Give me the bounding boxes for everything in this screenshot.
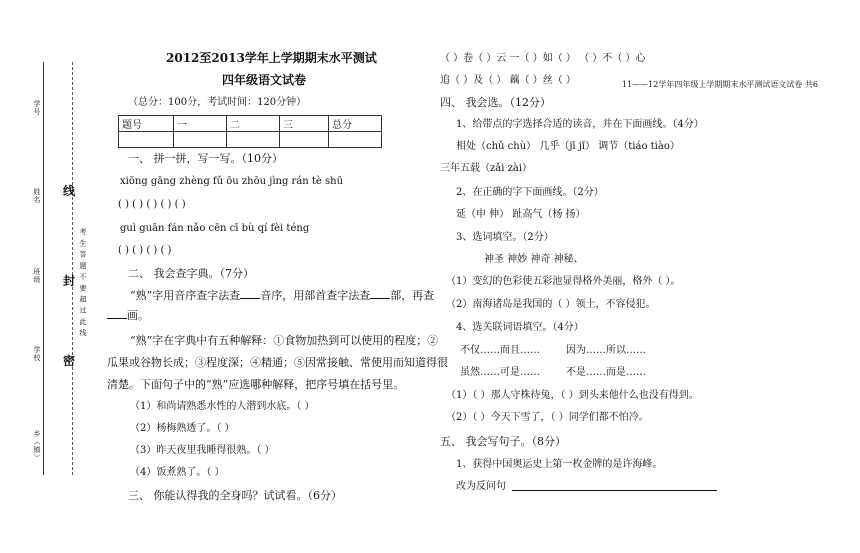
section2-item-2: （2）杨梅熟透了。（ ） <box>130 423 235 434</box>
blank-line[interactable] <box>370 298 390 299</box>
section4-q3-b: （2）南海诸岛是我国的（ ）领土，不容侵犯。 <box>446 299 656 310</box>
section1-row1-blanks[interactable]: ( ) ( ) ( ) ( ) ( ) <box>118 199 186 210</box>
section4-q1-options: 相处（chǔ chù） 几乎（jī jǐ） 调节（tiáo tiào） <box>456 141 680 152</box>
answer-line[interactable] <box>512 490 717 491</box>
section4-q2-options: 延（申 伸） 趾高气（杨 扬） <box>456 209 586 220</box>
section5-q1-task: 改为反问句 <box>456 481 506 492</box>
score-cell-header: 题号 <box>119 116 174 132</box>
section4-q4-word-3: 虽然……可是…… <box>460 367 540 378</box>
score-cell-3: 三 <box>280 116 329 132</box>
binding-dashed-line <box>72 62 73 475</box>
binding-xian-char: 线 <box>63 184 76 198</box>
section4-q4-word-1: 不仅……而且…… <box>460 345 540 356</box>
score-row2-cell[interactable] <box>280 132 329 148</box>
right-footer: 11——12学年四年级上学期期末水平测试语文试卷 共6 <box>622 80 818 89</box>
right-line1: （ ）卷（ ）云 一（ ）如（ ） （ ）不（ ）心 <box>440 53 646 64</box>
score-cell-total: 总分 <box>329 116 382 132</box>
section5-q1: 1、获得中国奥运史上第一枚金牌的是许海峰。 <box>456 459 663 470</box>
section2-p2-line3: 清楚。下面句子中的“熟”应选哪种解释，把序号填在括号里。 <box>107 378 405 391</box>
section2-item-1: （1）和尚请熟悉水性的人潜到水底。（ ） <box>130 401 315 412</box>
section1-row2-blanks[interactable]: ( ) ( ) ( ) ( ) <box>118 245 172 256</box>
binding-school-label: 学校 <box>33 346 41 362</box>
section2-item-4: （4）饭煮熟了。（ ） <box>130 467 225 478</box>
section4-q1-extra: 三年五载（zǎi zài） <box>440 163 533 174</box>
section1-row1-pinyin: xiōng gāng zhèng fǔ ōu zhōu jìng rán tè shū <box>120 176 344 187</box>
section4-q4-word-4: 不是……而是…… <box>566 367 646 378</box>
score-cell-2: 二 <box>227 116 280 132</box>
section2-p2-line1: “熟”字在字典中有五种解释：①食物加热到可以使用的程度；② <box>130 334 439 347</box>
section4-q1: 1、给带点的字选择合适的读音，并在下面画线。（4分） <box>456 119 704 130</box>
blank-line[interactable] <box>107 318 127 319</box>
exam-title: 2012至2013学年上学期期末水平测试 <box>166 51 377 65</box>
section2-p1-b: 音序，用部首查字法查 <box>260 289 371 302</box>
section2-p1 <box>130 289 434 302</box>
section4-q4-a: （1）（ ）那人守株待兔，（ ）到头来他什么也没有得到。 <box>446 390 699 401</box>
binding-solid-line <box>43 62 44 475</box>
section4-q3-a: （1）变幻的色彩使五彩池显得格外美丽，格外（ ）。 <box>446 276 681 287</box>
section1-row2-pinyin: guì guān fán nǎo cēn cī bù qí fèi téng <box>120 223 310 234</box>
exam-subtitle: 四年级语文试卷 <box>222 73 307 87</box>
section2-p2-line2: 瓜果或谷物长成；③程度深；④精通；⑤因常接触、常使用而知道得很 <box>107 356 448 369</box>
section4-q3-words: 神圣 神妙 神奇 神秘、 <box>484 254 584 265</box>
section4-q4: 4、选关联词语填空。（4分） <box>456 322 584 333</box>
section4-q2: 2、在正确的字下面画线。（2分） <box>456 187 604 198</box>
score-cell-1: 一 <box>174 116 227 132</box>
score-table <box>118 115 382 148</box>
section2-p1-a: “熟”字用音序查字法查 <box>130 289 241 302</box>
section2-heading: 二、 我会查字典。（7分） <box>128 267 254 280</box>
section1-heading: 一、 拼一拼，写一写。（10分） <box>128 152 283 165</box>
section4-q3: 3、选词填空。（2分） <box>456 232 554 243</box>
blank-line[interactable] <box>240 298 260 299</box>
binding-feng-char: 封 <box>63 274 76 288</box>
binding-mi-char: 密 <box>63 354 76 368</box>
section5-heading: 五、 我会写句子。（8分） <box>440 435 566 448</box>
binding-notice: 考 生 答 题 不 要 超 过 此 线 <box>79 228 87 338</box>
score-row2-cell[interactable] <box>174 132 227 148</box>
binding-number-label: 学号 <box>33 100 41 116</box>
section4-q4-b: （2）（ ）今天下雪了，（ ）同学们都不怕冷。 <box>446 412 649 423</box>
section2-p1-c: 部，再查 <box>390 289 435 302</box>
score-row2-cell[interactable] <box>329 132 382 148</box>
binding-class-label: 班级 <box>33 268 41 284</box>
section2-p1-d: 画。 <box>127 309 149 322</box>
exam-info: （总分：100分，考试时间：120分钟） <box>128 97 307 108</box>
section2-item-3: （3）昨天夜里我睡得很熟。（ ） <box>130 445 275 456</box>
score-row2-cell <box>119 132 174 148</box>
section3-heading: 三、 你能认得我的全身吗？试试看。（6分） <box>128 489 342 502</box>
binding-name-label: 姓名 <box>33 188 41 204</box>
right-line2: 追（ ）及（ ） 藕（ ）丝（ ） <box>440 75 576 86</box>
binding-town-label: 乡（镇） <box>33 430 41 462</box>
section4-heading: 四、 我会选。（12分） <box>440 96 551 109</box>
section4-q4-word-2: 因为……所以…… <box>566 345 646 356</box>
score-row2-cell[interactable] <box>227 132 280 148</box>
section2-p1-second <box>107 309 149 322</box>
